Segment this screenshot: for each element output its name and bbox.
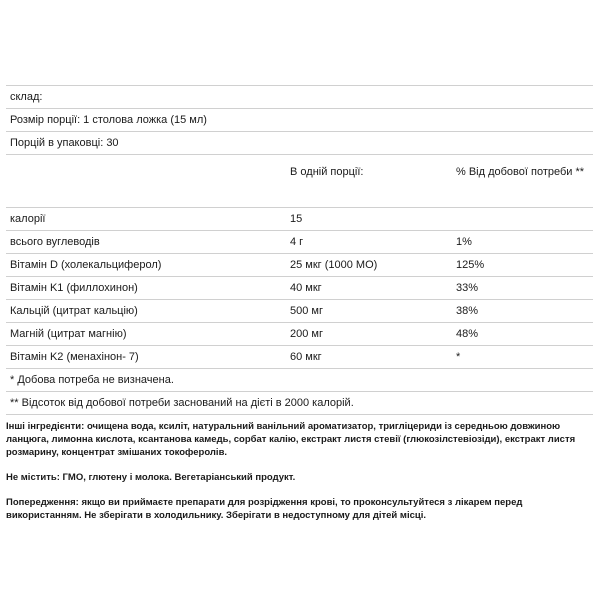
nutrient-name: всього вуглеводів — [6, 231, 286, 254]
header-amount: В одній порції: — [286, 155, 452, 208]
footnote-daily-value-basis: ** Відсоток від добової потреби заснований на дієті в 2000 калорій. — [6, 392, 593, 415]
nutrient-name: Вітамін K1 (филлохинон) — [6, 277, 286, 300]
nutrient-name: Вітамін K2 (менахінон- 7) — [6, 346, 286, 369]
nutrient-amount: 15 — [286, 208, 452, 231]
footnote-row — [6, 369, 593, 392]
servings-per-container-row — [6, 132, 593, 155]
table-row — [6, 300, 593, 323]
nutrient-amount: 500 мг — [286, 300, 452, 323]
footnote-row — [6, 392, 593, 415]
table-row — [6, 208, 593, 231]
product-notes — [6, 420, 594, 534]
supplement-facts-table — [6, 85, 593, 415]
table-row — [6, 277, 593, 300]
nutrient-daily-value: 48% — [452, 323, 593, 346]
table-row — [6, 346, 593, 369]
other-ingredients: Інші інгредієнти: очищена вода, ксиліт, натуральний ванільний ароматизатор, тригліцериди із середньою довжиною ланцюга, лимонна кислота, ксантанова камедь, сорбат калію, екстракт листя стевії (глюкозілстевіозіди), екстракт листя розмарину, концентрат змішаних токоферолів. — [6, 421, 576, 458]
nutrient-amount: 4 г — [286, 231, 452, 254]
nutrient-amount: 200 мг — [286, 323, 452, 346]
nutrient-daily-value — [452, 208, 593, 231]
footnote-not-established: * Добова потреба не визначена. — [6, 369, 593, 392]
nutrient-name: калорії — [6, 208, 286, 231]
serving-size: Розмір порції: 1 столова ложка (15 мл) — [6, 109, 593, 132]
serving-size-row — [6, 109, 593, 132]
nutrient-name: Магній (цитрат магнію) — [6, 323, 286, 346]
nutrient-daily-value: 38% — [452, 300, 593, 323]
nutrient-amount: 40 мкг — [286, 277, 452, 300]
warning-statement: Попередження: якщо ви приймаєте препарати для розрідження крові, то проконсультуйтеся з лікарем перед використанням. Не зберігати в холодильнику. Зберігати в недоступному для дітей місці. — [6, 497, 523, 521]
table-row — [6, 254, 593, 277]
nutrient-name: Вітамін D (холекальциферол) — [6, 254, 286, 277]
free-from-statement: Не містить: ГМО, глютену і молока. Вегетаріанський продукт. — [6, 472, 296, 483]
nutrient-amount: 60 мкг — [286, 346, 452, 369]
nutrient-name: Кальцій (цитрат кальцію) — [6, 300, 286, 323]
nutrient-daily-value: 125% — [452, 254, 593, 277]
table-row — [6, 231, 593, 254]
table-row — [6, 323, 593, 346]
nutrient-daily-value: 1% — [452, 231, 593, 254]
facts-title-row — [6, 86, 593, 109]
column-header-row — [6, 155, 593, 208]
facts-title: склад: — [6, 86, 593, 109]
nutrient-amount: 25 мкг (1000 МО) — [286, 254, 452, 277]
nutrient-daily-value: 33% — [452, 277, 593, 300]
servings-per-container: Порцій в упаковці: 30 — [6, 132, 593, 155]
nutrient-daily-value: * — [452, 346, 593, 369]
header-blank-cell — [6, 155, 286, 208]
header-daily-value: % Від добової потреби ** — [452, 155, 593, 208]
